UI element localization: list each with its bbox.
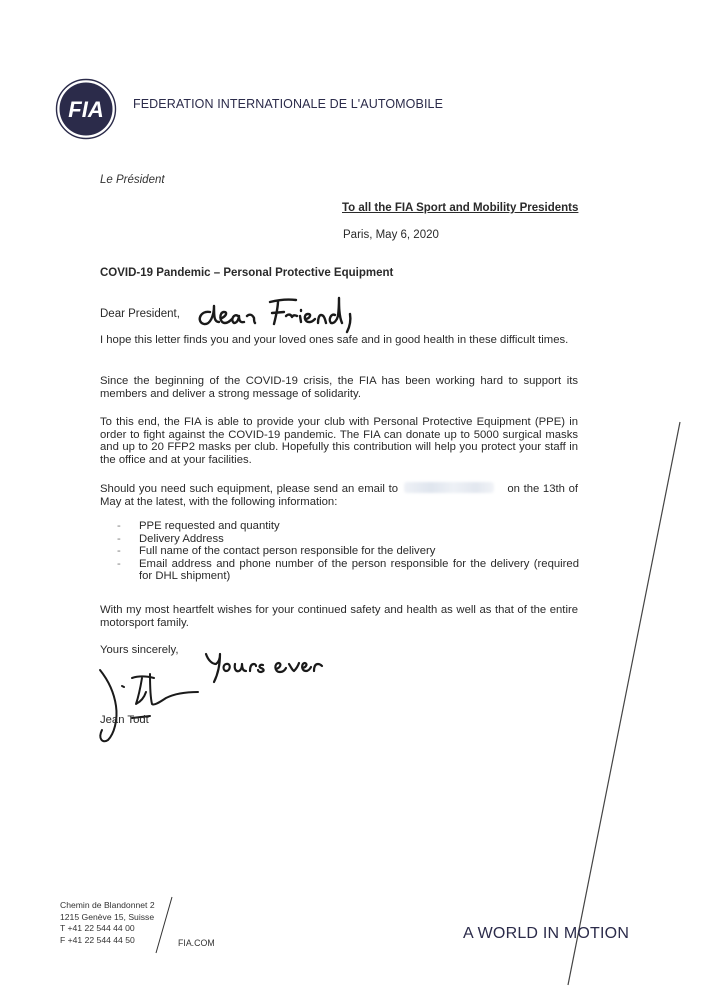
list-item: - Delivery Address (117, 532, 224, 545)
list-item: - Full name of the contact person responsible for the delivery (117, 545, 436, 558)
bullet-marker: - (117, 557, 121, 570)
address-line: T +41 22 544 44 00 (60, 923, 135, 934)
list-item: - PPE requested and quantity (117, 520, 280, 532)
signature (88, 664, 213, 749)
address-line: Chemin de Blandonnet 2 (60, 900, 155, 910)
decorative-line (555, 420, 685, 990)
request-text-end: on the 13th of May at the latest, with the following information: (100, 483, 579, 508)
paragraph-request (100, 482, 578, 508)
footer-website: FIA.COM (178, 938, 215, 948)
footer-address (60, 900, 155, 946)
closing: Yours sincerely, (100, 644, 179, 656)
place-date: Paris, May 6, 2020 (343, 229, 439, 241)
handwritten-salutation (192, 292, 362, 334)
request-text-start: Should you need such equipment, please send an email to (100, 483, 398, 495)
list-item: - Email address and phone number of the person responsible for the delivery (required for DHL shipment) (117, 557, 579, 583)
fia-logo (55, 78, 117, 140)
redacted-email (404, 482, 494, 493)
subject-line: COVID-19 Pandemic – Personal Protective Equipment (100, 267, 394, 279)
tagline: A WORLD IN MOTION (463, 925, 630, 942)
organization-name: FEDERATION INTERNATIONALE DE L'AUTOMOBILE (133, 97, 444, 111)
fia-logo-text: FIA (68, 97, 104, 122)
address-line: 1215 Genève 15, Suisse (60, 911, 155, 922)
salutation: Dear President, (100, 308, 180, 320)
addressee: To all the FIA Sport and Mobility Presidents (342, 202, 579, 214)
sender-title: Le Président (100, 174, 165, 186)
requirements-list (117, 520, 579, 583)
bullet-marker: - (117, 532, 121, 545)
footer-divider (150, 895, 180, 955)
bullet-marker: - (117, 545, 121, 558)
signer-name: Jean Todt (100, 714, 149, 726)
bullet-marker: - (117, 520, 121, 532)
paragraph-greeting: I hope this letter finds you and your loved ones safe and in good health in these difficult times. (100, 334, 569, 346)
paragraph-context: Since the beginning of the COVID-19 crisis, the FIA has been working hard to support its members and deliver a strong message of solidarity. (100, 375, 578, 400)
address-line: F +41 22 544 44 50 (60, 934, 135, 945)
paragraph-offer: To this end, the FIA is able to provide your club with Personal Protective Equipment (PPE) in order to fight against the COVID-19 pandemic. The FIA can donate up to 5000 surgical masks and up to 20 FFP2 masks per club. Hopefully this contribution will help you protect your staff in the office and at your facilities. (100, 416, 578, 466)
handwritten-closing (200, 650, 330, 690)
paragraph-wishes: With my most heartfelt wishes for your continued safety and health as well as that of the entire motorsport family. (100, 604, 578, 629)
